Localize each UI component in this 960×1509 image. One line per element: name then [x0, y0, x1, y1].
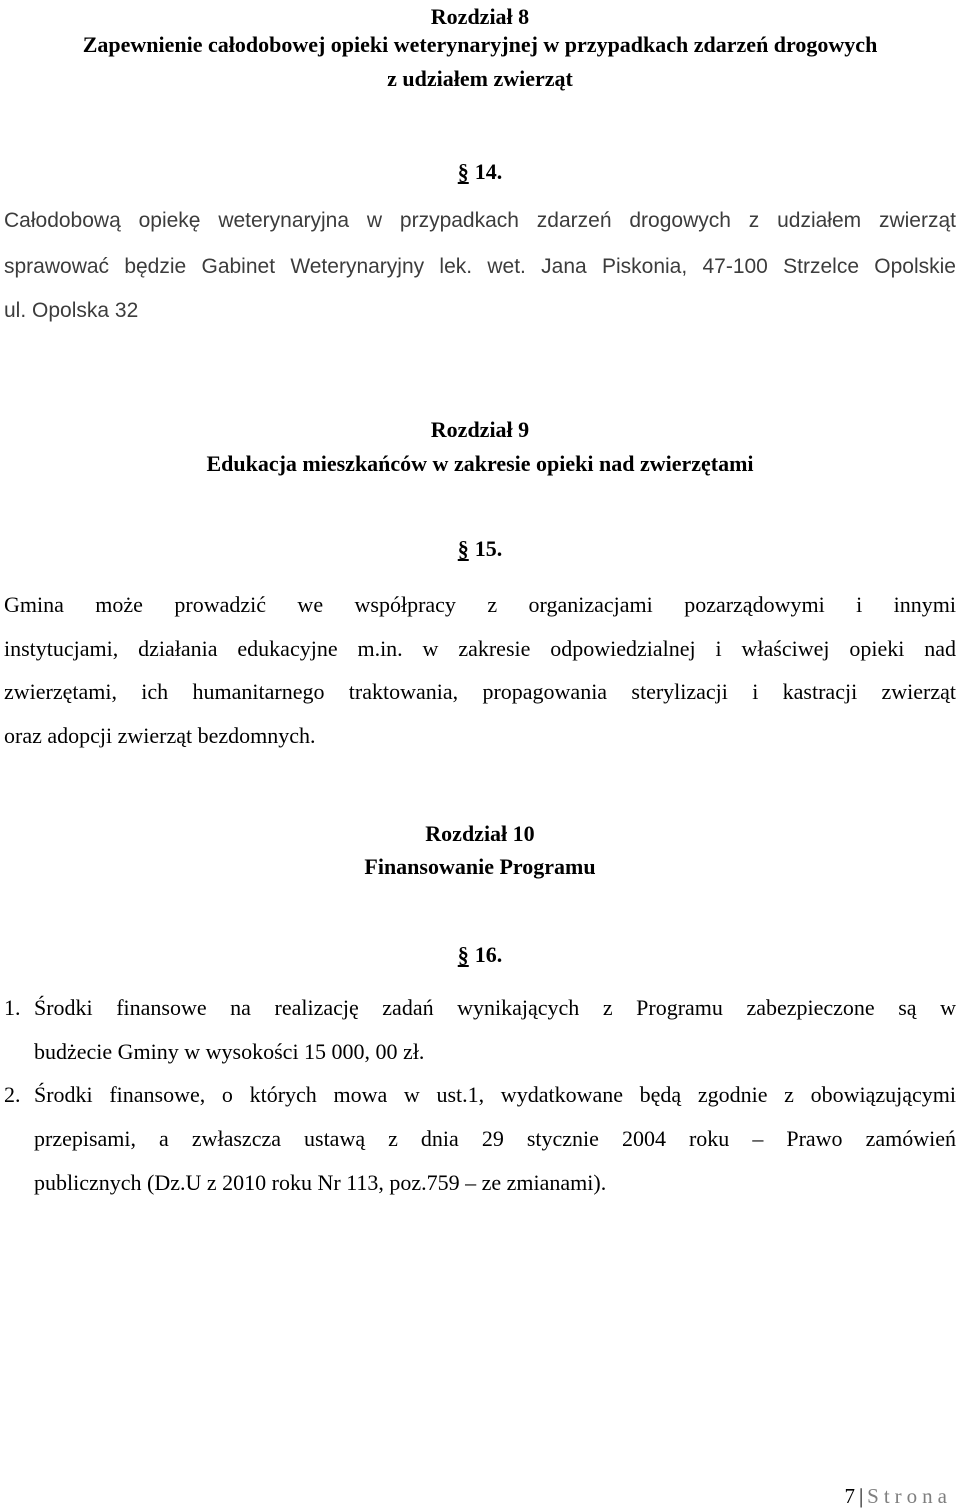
chapter-8-subtitle-line-1: Zapewnienie całodobowej opieki weterynaryjnej w przypadkach zdarzeń drogowych — [82, 32, 878, 57]
paragraph-15-line-1: Gmina może prowadzić we współpracy z organizacjami pozarządowymi i innymi — [4, 592, 956, 617]
paragraph-14-line-3: ul. Opolska 32 — [4, 299, 139, 322]
list-item-2-line-3: publicznych (Dz.U z 2010 roku Nr 113, poz.759 – ze zmianami). — [34, 1170, 607, 1195]
paragraph-15-heading — [0, 532, 960, 566]
page-footer — [844, 1484, 952, 1508]
page-number: 7 — [844, 1484, 855, 1508]
chapter-10-subtitle: Finansowanie Programu — [364, 854, 596, 879]
paragraph-16-heading — [0, 938, 960, 972]
paragraph-14-heading — [0, 155, 960, 189]
list-item-2-number: 2. — [4, 1082, 21, 1107]
paragraph-number: 15. — [474, 536, 503, 561]
list-item-1-text: Środki finansowe na realizację zadań wynikających z Programu zabezpieczone są w — [34, 995, 956, 1020]
paragraph-15-line-3: zwierzętami, ich humanitarnego traktowania, propagowania sterylizacji i kastracji zwierząt — [4, 679, 956, 704]
chapter-10-title: Rozdział 10 — [425, 821, 535, 846]
footer-separator: | — [858, 1484, 864, 1508]
list-item-2-line-1 — [4, 1080, 956, 1110]
paragraph-15-line-4: oraz adopcji zwierząt bezdomnych. — [4, 723, 316, 748]
list-item-1-number: 1. — [4, 995, 21, 1020]
section-sign: § — [457, 942, 469, 967]
paragraph-15-line-2: instytucjami, działania edukacyjne m.in. w zakresie odpowiedzialnej i właściwej opieki nad — [4, 636, 956, 661]
paragraph-number: 16. — [474, 942, 503, 967]
list-item-1-line-1 — [4, 993, 956, 1023]
paragraph-14-line-1: Całodobową opiekę weterynaryjna w przypadkach zdarzeń drogowych z udziałem zwierząt — [4, 209, 956, 232]
paragraph-number: 14. — [474, 159, 503, 184]
list-item-2-text: Środki finansowe, o których mowa w ust.1, wydatkowane będą zgodnie z obowiązującymi — [34, 1082, 956, 1107]
chapter-9-subtitle: Edukacja mieszkańców w zakresie opieki nad zwierzętami — [206, 451, 754, 476]
chapter-9-title: Rozdział 9 — [430, 417, 530, 442]
page-label: Strona — [867, 1484, 952, 1508]
list-item-2-line-2: przepisami, a zwłaszcza ustawą z dnia 29 stycznie 2004 roku – Prawo zamówień — [34, 1126, 956, 1151]
chapter-8-subtitle-line-2: z udziałem zwierząt — [387, 66, 573, 91]
list-item-1-line-2: budżecie Gminy w wysokości 15 000, 00 zł. — [34, 1039, 425, 1064]
chapter-8-title: Rozdział 8 — [430, 4, 530, 29]
paragraph-14-line-2: sprawować będzie Gabinet Weterynaryjny lek. wet. Jana Piskonia, 47-100 Strzelce Opolskie — [4, 255, 956, 278]
section-sign: § — [457, 536, 469, 561]
section-sign: § — [457, 159, 469, 184]
